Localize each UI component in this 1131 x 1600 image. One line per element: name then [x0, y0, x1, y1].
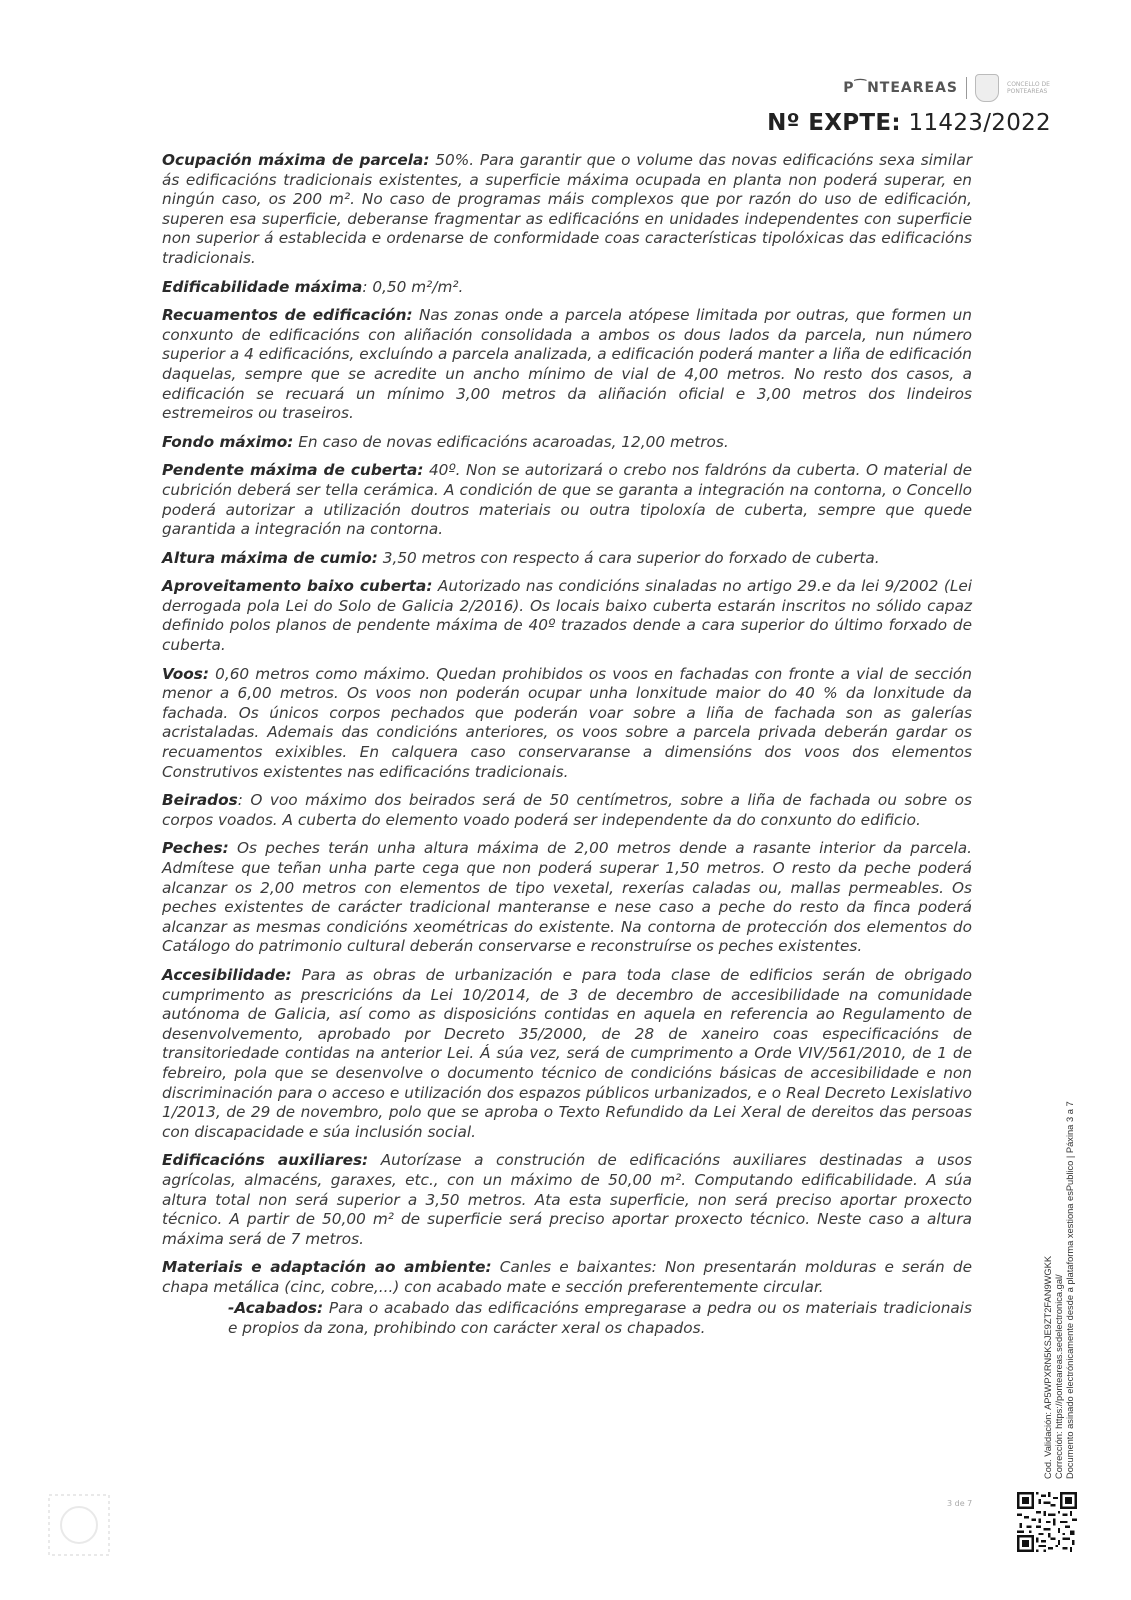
paragraph-label: Accesibilidade: — [162, 965, 292, 984]
paragraph-text: Para as obras de urbanización e para toda clase de edificios serán de obrigado cumprimento as prescricións da Lei 10/2014, de 3 de decembro de accesibilidade na comunidade autónoma de Galicia, así como as disposicións contidas en aquela en referencia ao Regulamento de desenvolvemento, aprobado por Decreto 35/2000, de 28 de xaneiro coas especificacións de transitoriedade contidas na anterior Lei. Á súa vez, será de cumprimento a Orde VIV/561/2010, de 1 de febreiro, pola que se desenvolve o documento técnico de condicións básicas de accesibilidade e non discriminación para o acceso e utilización dos espazos públicos urbanizados, e o Real Decreto Lexislativo 1/2013, de 29 de novembro, polo que se aproba o Texto Refundido da Lei Xeral de dereitos das persoas con discapacidade e súa inclusión social. — [162, 965, 972, 1141]
crest-caption: CONCELLO DE PONTEAREAS — [1007, 81, 1050, 95]
faded-stamp-icon — [44, 1490, 114, 1560]
paragraph-beirados — [162, 791, 972, 830]
paragraph-auxiliares — [162, 1151, 972, 1249]
paragraph-text: En caso de novas edificacións acaroadas, 12,00 metros. — [293, 432, 729, 451]
paragraph-label: Beirados — [162, 791, 238, 810]
paragraph-label: Ocupación máxima de parcela: — [162, 151, 430, 169]
paragraph-label: -Acabados: — [228, 1299, 324, 1318]
paragraph-ocupacion — [162, 151, 972, 269]
brand-logo-text: P⁀NTEAREAS — [843, 80, 958, 96]
paragraph-label: Materiais e adaptación ao ambiente: — [162, 1258, 492, 1277]
paragraph-text: 40º. Non se autorizará o crebo nos faldróns da cuberta. O material de cubrición deberá ser tella cerámica. A condición de que se garanta a integración na contorna, o Concello poderá autorizar a utilización doutros materiais ou outra tipoloxía de cuberta, sempre que quede garantida a integración na contorna. — [162, 461, 972, 539]
paragraph-altura-cumio — [162, 549, 972, 569]
paragraph-acabados — [228, 1299, 972, 1338]
qr-code-icon[interactable] — [1017, 1492, 1077, 1552]
paragraph-text: Canles e baixantes: Non presentarán molduras e serán de chapa metálica (cinc, cobre,...) con acabado mate e sección preferentemente circular. — [162, 1258, 972, 1296]
paragraph-label: Altura máxima de cumio: — [162, 548, 378, 567]
paragraph-label: Voos: — [162, 664, 209, 683]
signature-notice: Documento asinado electrónicamente desde a plataforma xestiona esPublico | Páxina 3 a 7 — [1065, 1101, 1075, 1479]
paragraph-peches — [162, 839, 972, 957]
paragraph-label: Recuamentos de edificación: — [162, 306, 413, 325]
paragraph-accesibilidade — [162, 966, 972, 1142]
coat-of-arms-icon — [975, 74, 999, 102]
paragraph-label: Pendente máxima de cuberta: — [162, 461, 424, 480]
paragraph-label: Edificacións auxiliares: — [162, 1151, 369, 1170]
paragraph-text: Autorizado nas condicións sinaladas no artigo 29.e da lei 9/2002 (Lei derrogada pola Lei do Solo de Galicia 2/2016). Os locais baixo cuberta estarán inscritos no sólido capaz definido polos planos de pendente máxima de 40º trazados dende a cara superior do último forxado de cuberta. — [162, 577, 972, 655]
validation-code: Cod. Validación: AP5WPXRN5KSJE9ZT2FAN9WGKK — [1043, 1255, 1053, 1479]
paragraph-label: Fondo máximo: — [162, 432, 294, 451]
paragraph-label: Peches: — [162, 839, 229, 858]
paragraph-label: Edificabilidade máxima — [162, 277, 363, 296]
paragraph-text: 0,60 metros como máximo. Quedan prohibidos os voos en fachadas con fronte a vial de sección menor a 6,00 metros. Os voos non poderán ocupar unha lonxitude maior do 40 % da lonxitude da fachada. Os únicos corpos pechados que poderán voar sobre a liña de fachada son as galerías acristaladas. Ademais das condicións anteriores, os voos sobre a parcela privada deberán gardar os recuamentos exixibles. En calquera caso conservaranse a dimensións dos voos dos elementos Construtivos existentes nas edificacións tradicionais. — [162, 664, 972, 781]
paragraph-pendente — [162, 461, 972, 539]
paragraph-text: 50%. Para garantir que o volume das novas edificacións sexa similar ás edificacións tradicionais existentes, a superficie máxima ocupada en planta non poderá superar, en ningún caso, os 200 m². No caso de programas máis complexos que por razón do uso de edificación, superen esa superficie, deberanse fragmentar as edificacións en unidades independentes con superficie non superior á establecida e ordenarse de conformidade coas características tipolóxicas das edificacións tradicionais. — [162, 151, 972, 267]
brand-row — [767, 74, 1051, 102]
validation-sidebar — [1043, 1101, 1131, 1479]
paragraph-edificabilidade — [162, 278, 972, 298]
paragraph-text: 3,50 metros con respecto á cara superior do forxado de cuberta. — [377, 548, 880, 567]
paragraph-text: Nas zonas onde a parcela atópese limitada por outras, que formen un conxunto de edificacións con aliñación consolidada a ambos os dous lados da parcela, nun número superior a 4 edificacións, excluíndo a parcela analizada, a edificación poderá manter a liña de edificación daquelas, sempre que se acredite un ancho mínimo de vial de 4,00 metros. No resto dos casos, a edificación se recuará un mínimo 3,00 metros da aliñación oficial e 3,00 metros dos lindeiros estremeiros ou traseiros. — [162, 306, 973, 423]
paragraph-materiais — [162, 1258, 972, 1297]
file-number-value: 11423/2022 — [908, 110, 1051, 136]
paragraph-text: Autorízase a construción de edificacións auxiliares destinadas a usos agrícolas, almacéns, garaxes, etc., con un máximo de 50,00 m². Computando edificabilidade. A súa altura total non será superior a 3,50 metros. Ata esta superficie, non será preciso aportar proxecto técnico. A partir de 50,00 m² de superficie será preciso aportar proxecto técnico. Neste caso a altura máxima será de 7 metros. — [162, 1151, 972, 1248]
paragraph-text: Para o acabado das edificacións empregarase a pedra ou os materiais tradicionais e propios da zona, prohibindo con carácter xeral os chapados. — [228, 1299, 972, 1338]
validation-url[interactable]: Corrección: https://ponteareas.sedelectronica.gal/ — [1054, 1274, 1064, 1479]
paragraph-voos — [162, 665, 972, 783]
paragraph-fondo — [162, 433, 972, 453]
paragraph-text: : O voo máximo dos beirados será de 50 centímetros, sobre a liña de fachada ou sobre os corpos voados. A cuberta do elemento voado poderá ser independente da do conxunto do edificio. — [162, 791, 972, 829]
paragraph-text: : 0,50 m²/m². — [362, 277, 464, 296]
paragraph-label: Aproveitamento baixo cuberta: — [162, 577, 433, 596]
document-body — [162, 151, 972, 1348]
page-number: 3 de 7 — [947, 1499, 973, 1508]
brand-divider — [966, 77, 967, 99]
paragraph-recuamentos — [162, 306, 972, 424]
file-number — [767, 110, 1051, 136]
paragraph-text: Os peches terán unha altura máxima de 2,00 metros dende a rasante interior da parcela. Admítese que teñan unha parte cega que non poderá superar 1,50 metros. O resto da peche poderá alcanzar os 2,00 metros con elementos de tipo vexetal, rexerías caladas ou, mallas permeables. Os peches existentes de carácter tradicional manteranse e nese caso a peche do resto da finca poderá alcanzar as mesmas condicións xeométricas do existente. Na contorna de protección dos elementos do Catálogo do patrimonio cultural deberán conservarse e reconstruírse os peches existentes. — [162, 839, 972, 956]
file-number-label: Nº EXPTE: — [767, 110, 901, 136]
paragraph-aproveitamento — [162, 577, 972, 655]
document-header — [767, 74, 1051, 136]
